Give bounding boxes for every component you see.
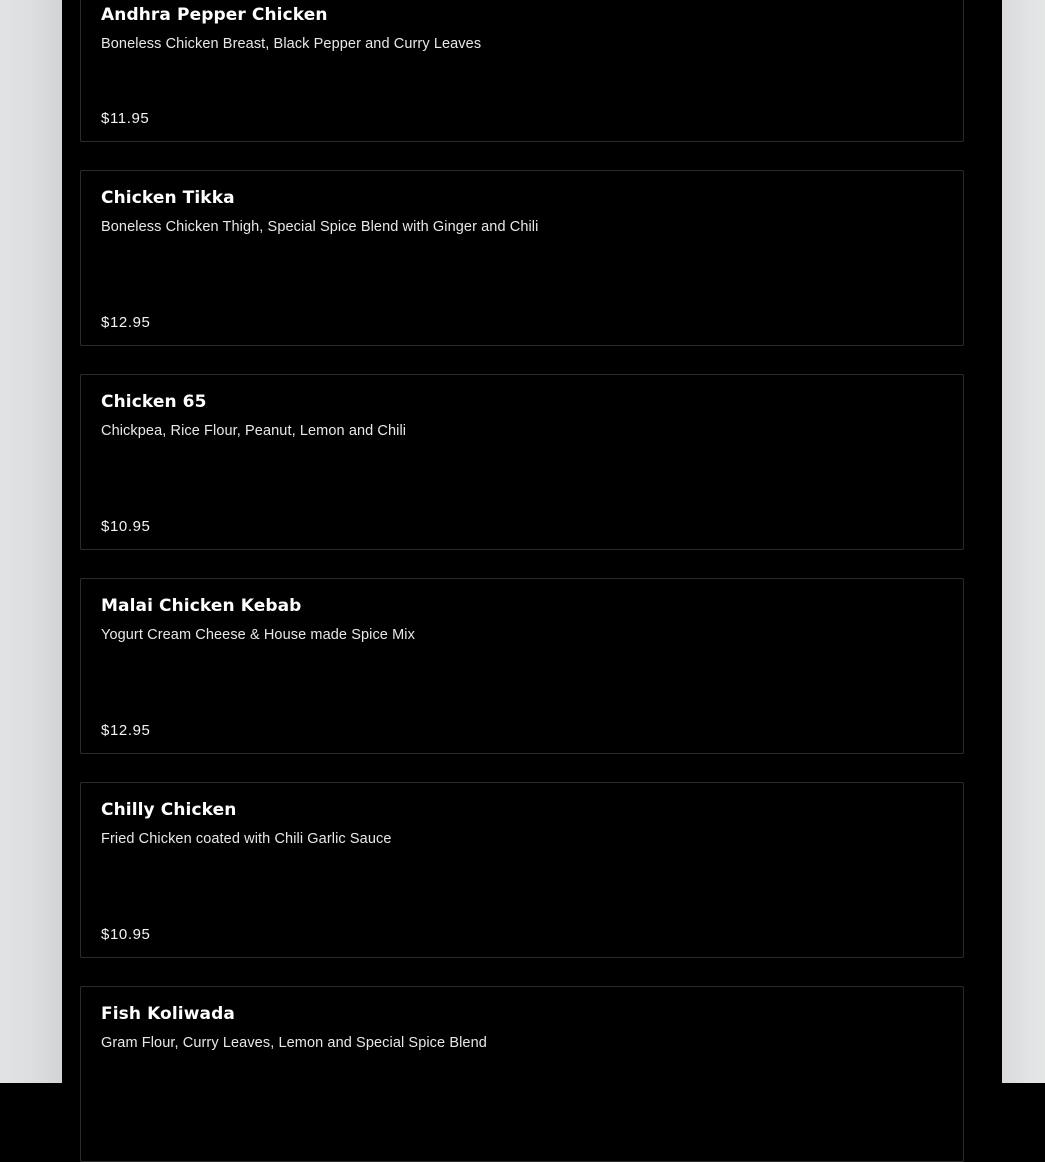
menu-item-description: Chickpea, Rice Flour, Peanut, Lemon and Chili [101,423,407,439]
menu-item-name: Chicken Tikka [101,188,235,208]
menu-item-name: Chilly Chicken [101,800,237,820]
menu-item-list [62,0,1002,1083]
menu-item-description: Boneless Chicken Thigh, Special Spice Blend with Ginger and Chili [101,219,539,235]
menu-item-price: $10.95 [101,518,151,535]
menu-item-card[interactable] [80,578,964,754]
menu-item-name: Andhra Pepper Chicken [101,5,328,25]
menu-item-name: Chicken 65 [101,392,207,412]
menu-item-card[interactable] [80,0,964,142]
menu-item-name: Malai Chicken Kebab [101,596,302,616]
menu-item-card[interactable] [80,170,964,346]
menu-item-description: Fried Chicken coated with Chili Garlic Sauce [101,831,392,847]
menu-item-description: Boneless Chicken Breast, Black Pepper and Curry Leaves [101,36,482,52]
menu-item-description: Gram Flour, Curry Leaves, Lemon and Special Spice Blend [101,1035,487,1051]
menu-item-card[interactable] [80,782,964,958]
menu-item-price: $11.95 [101,110,150,127]
menu-item-price: $12.95 [101,722,151,739]
right-edge-strip [1002,0,1045,1083]
menu-item-card[interactable] [80,986,964,1162]
menu-item-price: $12.95 [101,314,151,331]
menu-item-description: Yogurt Cream Cheese & House made Spice Mix [101,627,415,643]
menu-item-price: $10.95 [101,926,151,943]
left-edge-strip [0,0,62,1083]
menu-item-name: Fish Koliwada [101,1004,235,1024]
menu-item-card[interactable] [80,374,964,550]
